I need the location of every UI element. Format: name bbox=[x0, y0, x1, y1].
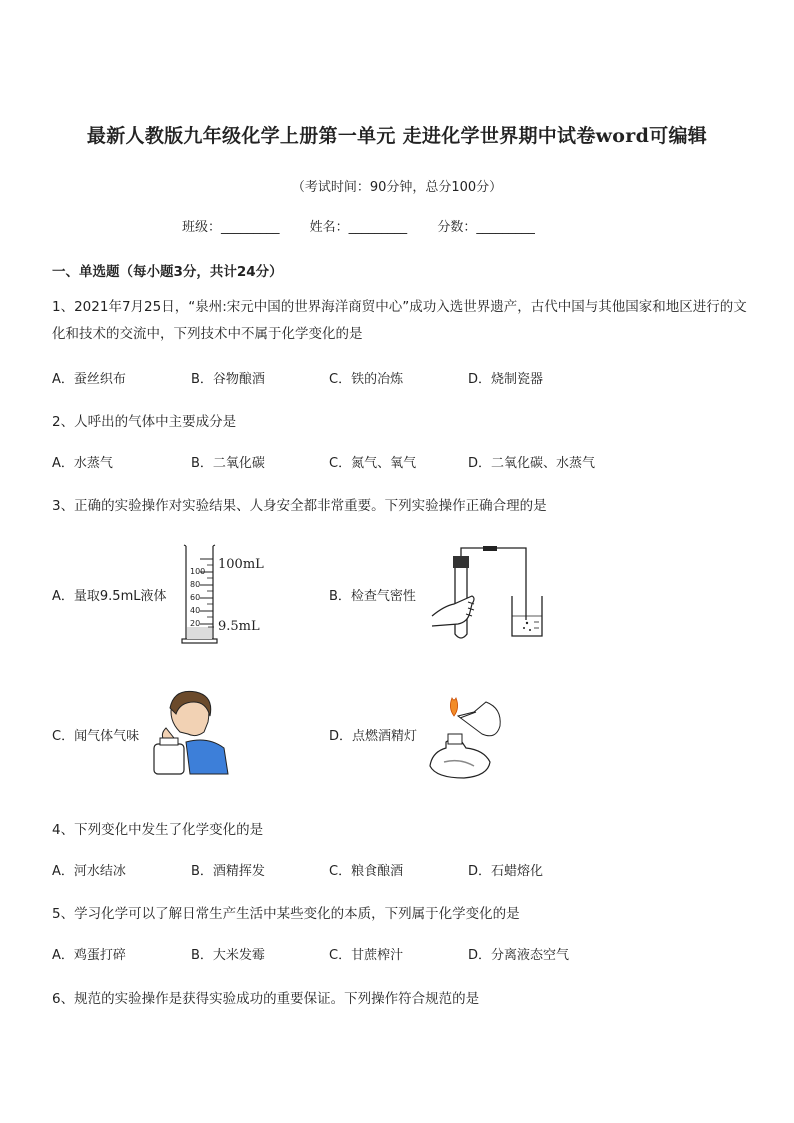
cylinder-top-label: 100mL bbox=[218, 557, 264, 572]
q2-option-a[interactable]: A．水蒸气 bbox=[52, 456, 113, 471]
page-title: 最新人教版九年级化学上册第一单元 走进化学世界期中试卷word可编辑 bbox=[86, 125, 708, 147]
question-6-stem: 6、规范的实验操作是获得实验成功的重要保证。下列操作符合规范的是 bbox=[52, 991, 480, 1007]
question-1-stem: 1、2021年7月25日，“泉州:宋元中国的世界海洋商贸中心”成功入选世界遗产，古代中国与其他国家和地区进行的文化和技术的交流中，下列技术中不属于化学变化的是 bbox=[52, 299, 747, 342]
q2-option-b[interactable]: B．二氧化碳 bbox=[191, 456, 265, 471]
q5-option-c[interactable]: C．甘蔗榨汁 bbox=[329, 948, 404, 963]
q4-option-d[interactable]: D．石蜡熔化 bbox=[468, 864, 544, 879]
q1-option-a[interactable]: A．蚕丝织布 bbox=[52, 372, 126, 387]
q3-option-a[interactable]: A．量取9.5mL液体 bbox=[52, 589, 167, 604]
score-field[interactable]: 分数：_________ bbox=[437, 220, 535, 235]
q1-option-c[interactable]: C．铁的冶炼 bbox=[329, 372, 404, 387]
q4-option-a[interactable]: A．河水结冰 bbox=[52, 864, 126, 879]
q2-option-d[interactable]: D．二氧化碳、水蒸气 bbox=[468, 456, 596, 471]
q1-option-d[interactable]: D．烧制瓷器 bbox=[468, 372, 544, 387]
q5-option-b[interactable]: B．大米发霉 bbox=[191, 948, 265, 963]
section-heading: 一、单选题（每小题3分，共计24分） bbox=[52, 264, 283, 280]
alcohol-lamp-icon bbox=[424, 690, 508, 784]
name-field[interactable]: 姓名：_________ bbox=[309, 220, 408, 235]
q2-option-c[interactable]: C．氮气、氧气 bbox=[329, 456, 417, 471]
q1-option-b[interactable]: B．谷物酿酒 bbox=[191, 372, 265, 387]
q4-option-c[interactable]: C．粮食酿酒 bbox=[329, 864, 404, 879]
q5-option-d[interactable]: D．分离液态空气 bbox=[468, 948, 570, 963]
q3-option-d[interactable]: D．点燃酒精灯 bbox=[329, 729, 418, 744]
question-2-stem: 2、人呼出的气体中主要成分是 bbox=[52, 414, 237, 430]
cylinder-bottom-label: 9.5mL bbox=[218, 619, 260, 634]
question-4-stem: 4、下列变化中发生了化学变化的是 bbox=[52, 822, 264, 838]
exam-info: （考试时间：90分钟，总分100分） bbox=[291, 180, 503, 195]
student-fields bbox=[182, 216, 561, 235]
question-3-stem: 3、正确的实验操作对实验结果、人身安全都非常重要。下列实验操作正确合理的是 bbox=[52, 498, 547, 514]
q5-option-a[interactable]: A．鸡蛋打碎 bbox=[52, 948, 126, 963]
question-5-stem: 5、学习化学可以了解日常生产生活中某些变化的本质，下列属于化学变化的是 bbox=[52, 906, 520, 922]
q3-option-b[interactable]: B．检查气密性 bbox=[329, 589, 416, 604]
q3-option-c[interactable]: C．闻气体气味 bbox=[52, 729, 140, 744]
person-smelling-icon bbox=[150, 688, 230, 776]
q4-option-b[interactable]: B．酒精挥发 bbox=[191, 864, 265, 879]
airtightness-apparatus-icon bbox=[428, 546, 558, 646]
cylinder-tick-labels: 100 80 60 40 20 bbox=[190, 567, 206, 628]
class-field[interactable]: 班级：_________ bbox=[182, 220, 280, 235]
